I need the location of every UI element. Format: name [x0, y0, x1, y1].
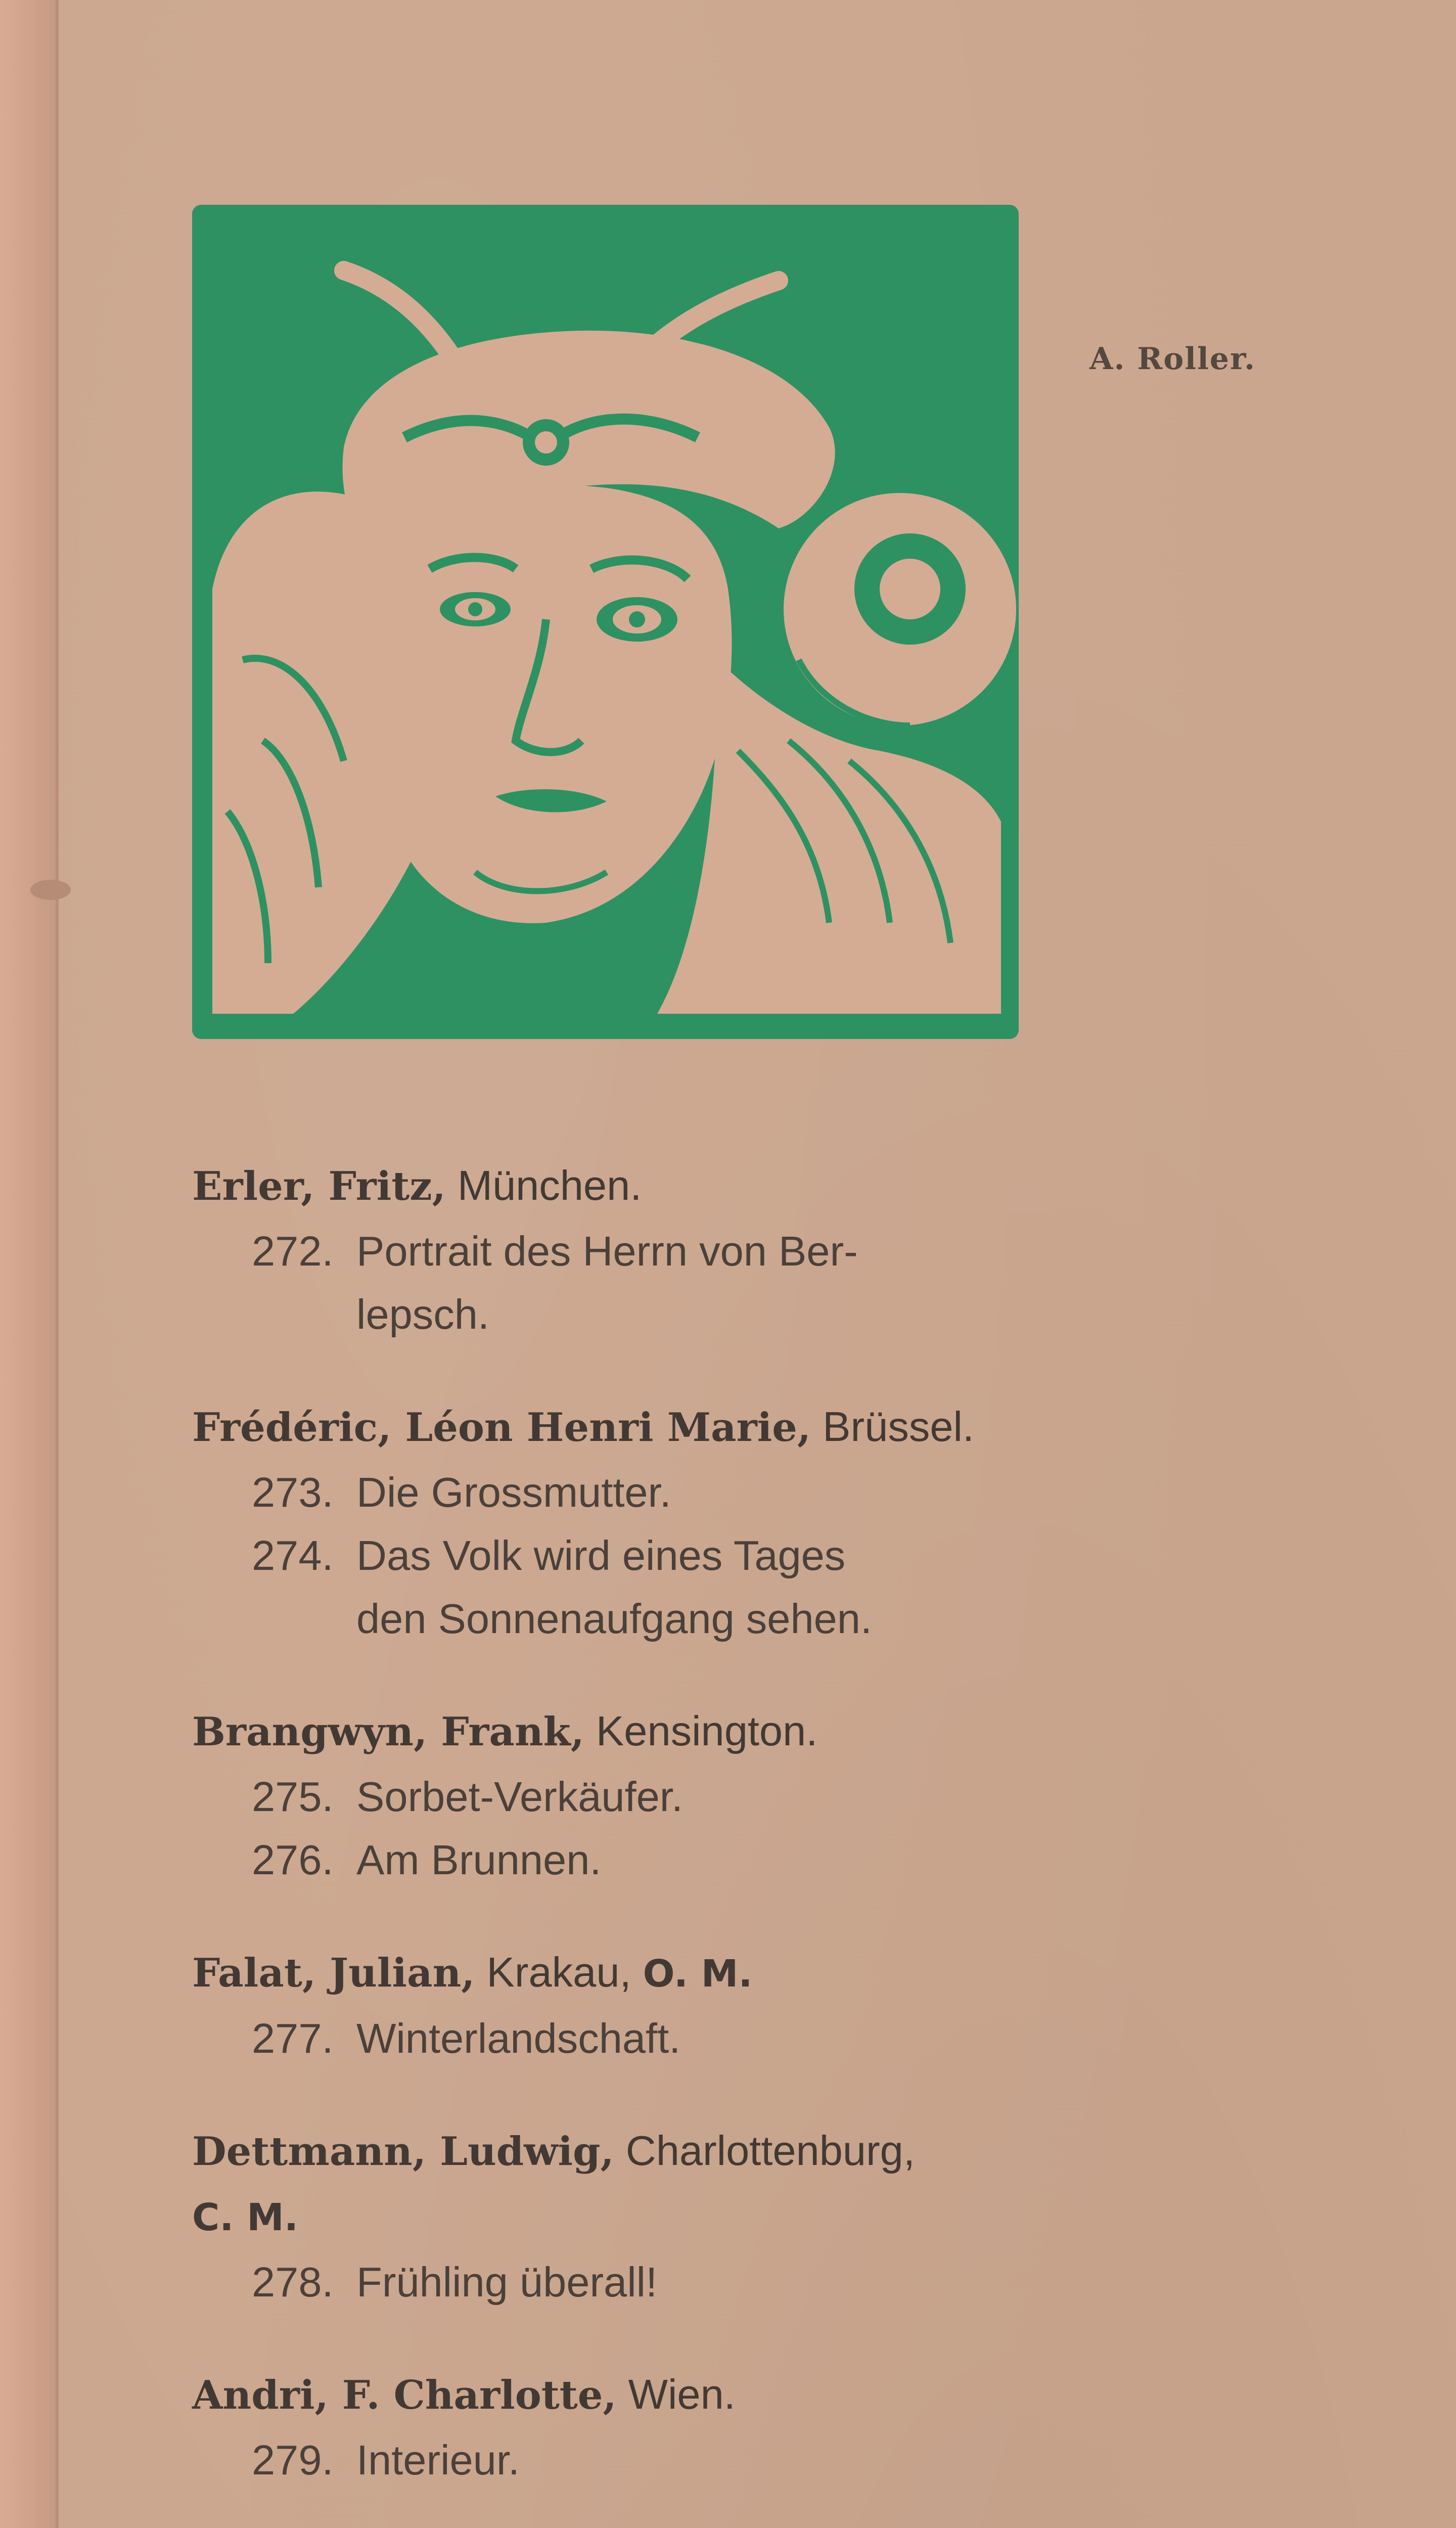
work-title-line: Sorbet-Verkäufer.: [356, 1773, 683, 1820]
work-title: [356, 2007, 1082, 2070]
work-item: [192, 1220, 1082, 1346]
work-item: [192, 1524, 1082, 1650]
work-number: 274.: [252, 1532, 334, 1579]
work-title: [356, 1461, 1082, 1524]
work-number: 276.: [252, 1836, 334, 1883]
woodcut-monogram: AR: [556, 965, 598, 998]
artist-name: Erler, Fritz,: [192, 1163, 446, 1209]
work-item: [192, 2007, 1082, 2070]
artist-place: Krakau,: [486, 1949, 631, 1996]
work-title: [356, 1828, 1082, 1891]
catalog-entry: [192, 2118, 1082, 2314]
catalog-entry: [192, 1939, 1082, 2070]
work-title: [356, 1524, 1082, 1650]
artist-heading: [192, 2118, 1082, 2250]
work-title: [356, 2428, 1082, 2492]
work-number: 278.: [252, 2259, 334, 2306]
work-number: 279.: [252, 2436, 334, 2484]
artist-heading: [192, 1698, 1082, 1765]
artist-heading: [192, 1394, 1082, 1461]
work-title-line: Am Brunnen.: [356, 1836, 602, 1883]
work-number: 277.: [252, 2015, 334, 2062]
artist-heading: [192, 2362, 1082, 2428]
work-title-line: Das Volk wird eines Tages: [356, 1532, 846, 1579]
work-title-line: Interieur.: [356, 2436, 520, 2484]
catalog-list: [192, 1153, 1082, 2528]
work-title-line: Portrait des Herrn von Ber-: [356, 1228, 858, 1275]
woodcut-illustration: [192, 205, 1019, 1039]
work-title: [356, 1220, 1082, 1346]
work-title-line: Frühling überall!: [356, 2259, 658, 2306]
artist-place: München.: [457, 1162, 642, 1209]
illustration-artist-credit: A. Roller.: [1089, 341, 1256, 377]
artist-place: Brüssel.: [823, 1403, 974, 1450]
artist-place: Wien.: [628, 2371, 736, 2418]
catalog-entry: [192, 1394, 1082, 1650]
work-item: [192, 2250, 1082, 2314]
work-item: [192, 1828, 1082, 1891]
artist-award: O. M.: [643, 1952, 753, 1996]
artist-name: Frédéric, Léon Henri Marie,: [192, 1405, 811, 1451]
work-title-line: den Sonnenaufgang sehen.: [356, 1595, 872, 1642]
artist-name: Dettmann, Ludwig,: [192, 2129, 614, 2175]
catalog-entry: [192, 1698, 1082, 1891]
artist-place: Charlottenburg,: [625, 2127, 915, 2174]
work-number: 275.: [252, 1773, 334, 1820]
work-title-line: Winterlandschaft.: [356, 2015, 681, 2062]
artist-name: Andri, F. Charlotte,: [192, 2372, 617, 2418]
binding-edge: [0, 0, 59, 2528]
binding-tear: [30, 880, 71, 900]
artist-name: Brangwyn, Frank,: [192, 1709, 584, 1755]
work-item: [192, 1765, 1082, 1828]
artist-heading: [192, 1939, 1082, 2007]
catalog-entry: [192, 1153, 1082, 1346]
artist-heading: [192, 1153, 1082, 1220]
work-item: [192, 1461, 1082, 1524]
artist-place: Kensington.: [596, 1707, 818, 1754]
work-title-line: lepsch.: [356, 1291, 489, 1338]
work-item: [192, 2428, 1082, 2492]
work-number: 272.: [252, 1228, 334, 1275]
artist-award: C. M.: [192, 2196, 298, 2239]
artist-name: Falat, Julian,: [192, 1950, 475, 1996]
work-number: 273.: [252, 1469, 334, 1516]
catalog-entry: [192, 2362, 1082, 2492]
work-title-line: Die Grossmutter.: [356, 1469, 671, 1516]
work-title: [356, 1765, 1082, 1828]
work-title: [356, 2250, 1082, 2314]
